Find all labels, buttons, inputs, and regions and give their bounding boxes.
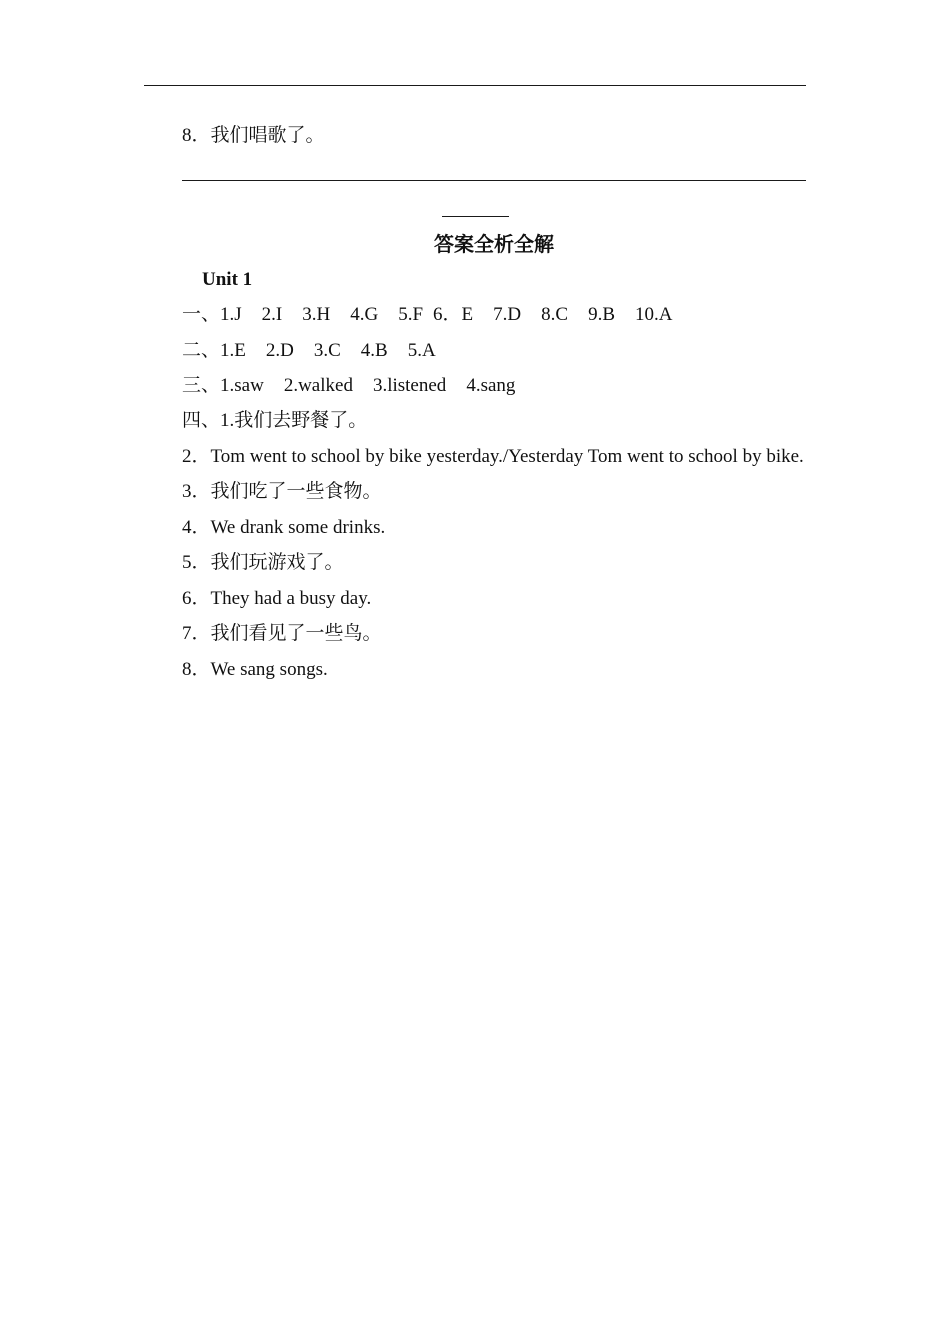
answer-item: 1.E <box>220 340 246 361</box>
section-4-item-1 <box>182 410 367 432</box>
section-1-answers <box>182 304 673 326</box>
answer-item: 7.D <box>493 304 522 325</box>
short-rule <box>442 216 509 217</box>
section-2-answers <box>182 340 436 362</box>
answer-item: 2.D <box>265 340 294 361</box>
answer-item: 5.A <box>407 340 436 361</box>
answer-item: 10.A <box>635 304 673 325</box>
section-3-answers <box>182 375 515 397</box>
answer-item: 3.C <box>313 340 341 361</box>
answer-item: 1.我们去野餐了。 <box>220 410 368 431</box>
question-8: 8．我们唱歌了。 <box>182 125 325 146</box>
section-4-item-3: 3．我们吃了一些食物。 <box>182 481 382 502</box>
answer-item: 6．E <box>433 304 474 325</box>
answer-item: 5.F <box>398 304 424 325</box>
answer-item: 8.C <box>541 304 569 325</box>
answer-item: 9.B <box>588 304 616 325</box>
answer-item: 1.saw <box>220 375 264 396</box>
answer-item: 4.sang <box>466 375 516 396</box>
answer-item: 3.H <box>302 304 331 325</box>
answer-title: 答案全析全解 <box>434 234 554 256</box>
answer-item: 2.walked <box>283 375 353 396</box>
top-rule <box>144 85 806 86</box>
unit-heading: Unit 1 <box>202 269 253 290</box>
section-3-label: 三、 <box>182 375 221 396</box>
answer-item: 4.G <box>350 304 379 325</box>
section-4-item-5: 5．我们玩游戏了。 <box>182 552 344 573</box>
section-4-item-6: 6．They had a busy day. <box>182 588 372 609</box>
section-4-label: 四、 <box>182 410 221 431</box>
section-2-label: 二、 <box>182 340 221 361</box>
section-1-label: 一、 <box>182 304 221 325</box>
section-4-item-2: 2．Tom went to school by bike yesterday./Yesterday Tom went to school by bike. <box>182 446 804 467</box>
answer-item: 4.B <box>360 340 388 361</box>
answer-item: 1.J <box>220 304 242 325</box>
answer-item: 2.I <box>261 304 283 325</box>
answer-item: 3.listened <box>372 375 447 396</box>
section-4-item-4: 4．We drank some drinks. <box>182 517 386 538</box>
answer-line <box>182 180 806 181</box>
section-4-item-7: 7．我们看见了一些鸟。 <box>182 623 382 644</box>
section-4-item-8: 8．We sang songs. <box>182 659 328 680</box>
